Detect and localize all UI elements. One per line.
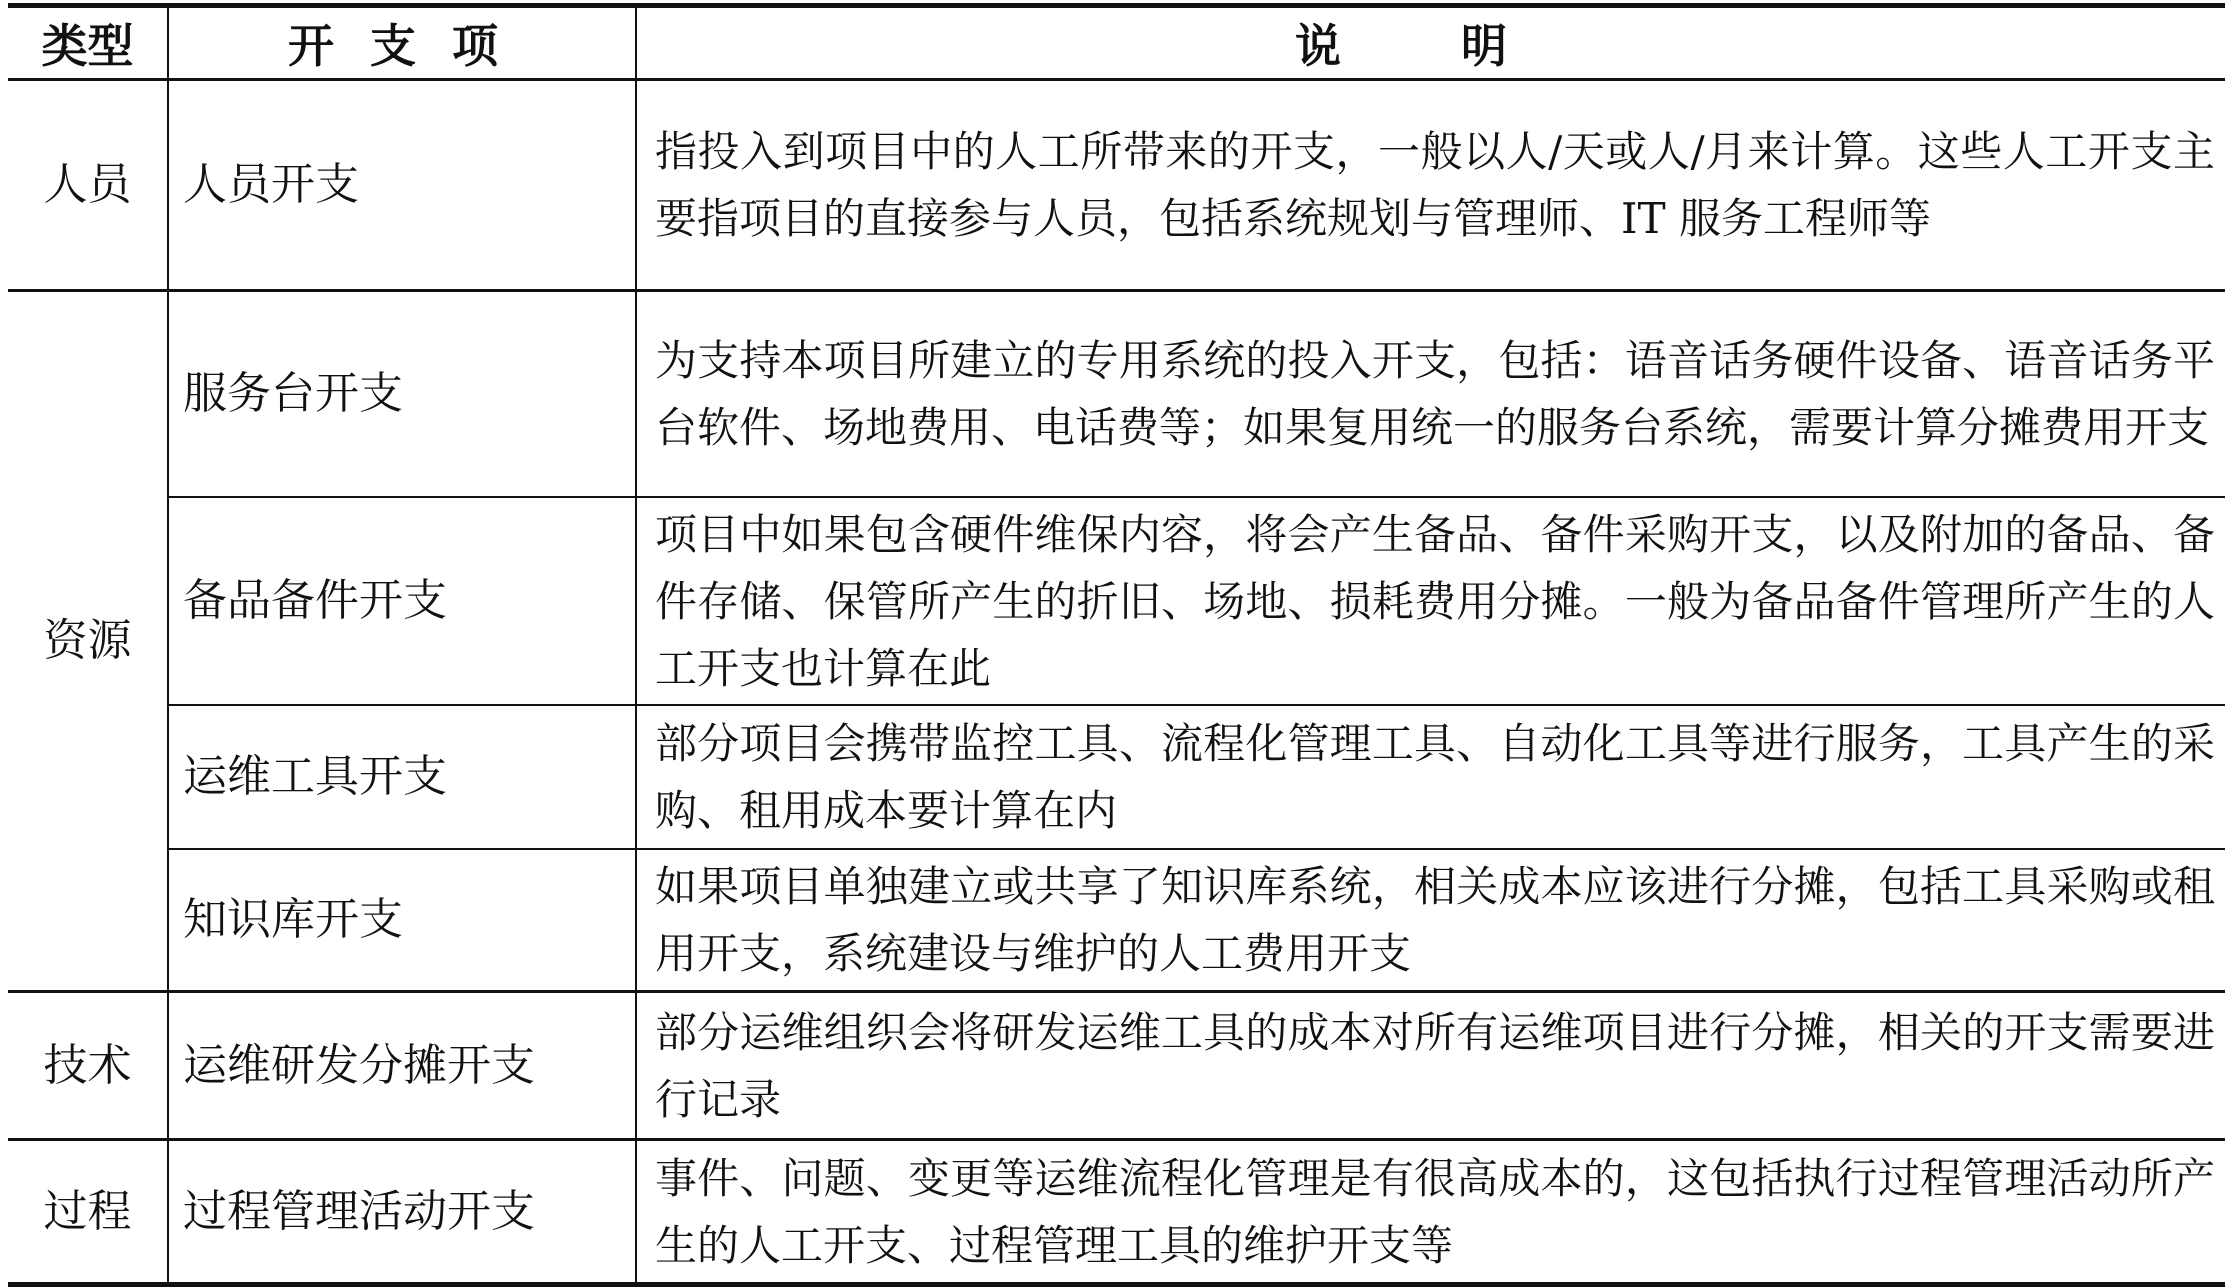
type-cell: 技术 [8,992,168,1140]
table-row [8,705,2225,849]
cost-table [8,3,2225,1287]
item-cell: 备品备件开支 [168,497,636,705]
table-row [8,497,2225,705]
type-cell: 资源 [8,291,168,992]
header-row [8,6,2225,80]
desc-cell: 为支持本项目所建立的专用系统的投入开支，包括：语音话务硬件设备、语音话务平台软件、场地费用、电话费等；如果复用统一的服务台系统，需要计算分摊费用开支 [636,291,2225,498]
desc-cell: 项目中如果包含硬件维保内容，将会产生备品、备件采购开支，以及附加的备品、备件存储、保管所产生的折旧、场地、损耗费用分摊。一般为备品备件管理所产生的人工开支也计算在此 [636,497,2225,705]
desc-cell: 如果项目单独建立或共享了知识库系统，相关成本应该进行分摊，包括工具采购或租用开支，系统建设与维护的人工费用开支 [636,849,2225,992]
type-cell: 过程 [8,1140,168,1285]
type-cell: 人员 [8,80,168,291]
item-cell: 人员开支 [168,80,636,291]
desc-cell: 事件、问题、变更等运维流程化管理是有很高成本的，这包括执行过程管理活动所产生的人工开支、过程管理工具的维护开支等 [636,1140,2225,1285]
table-row [8,849,2225,992]
desc-cell: 部分运维组织会将研发运维工具的成本对所有运维项目进行分摊，相关的开支需要进行记录 [636,992,2225,1140]
table-row [8,992,2225,1140]
header-desc: 说明 [636,6,2225,80]
item-cell: 运维研发分摊开支 [168,992,636,1140]
item-cell: 过程管理活动开支 [168,1140,636,1285]
item-cell: 运维工具开支 [168,705,636,849]
desc-cell: 部分项目会携带监控工具、流程化管理工具、自动化工具等进行服务，工具产生的采购、租用成本要计算在内 [636,705,2225,849]
header-item: 开支项 [168,6,636,80]
header-type: 类型 [8,6,168,80]
table-row [8,291,2225,498]
item-cell: 服务台开支 [168,291,636,498]
table-row [8,80,2225,291]
table-row [8,1140,2225,1285]
item-cell: 知识库开支 [168,849,636,992]
desc-cell: 指投入到项目中的人工所带来的开支，一般以人/天或人/月来计算。这些人工开支主要指项目的直接参与人员，包括系统规划与管理师、IT 服务工程师等 [636,80,2225,291]
